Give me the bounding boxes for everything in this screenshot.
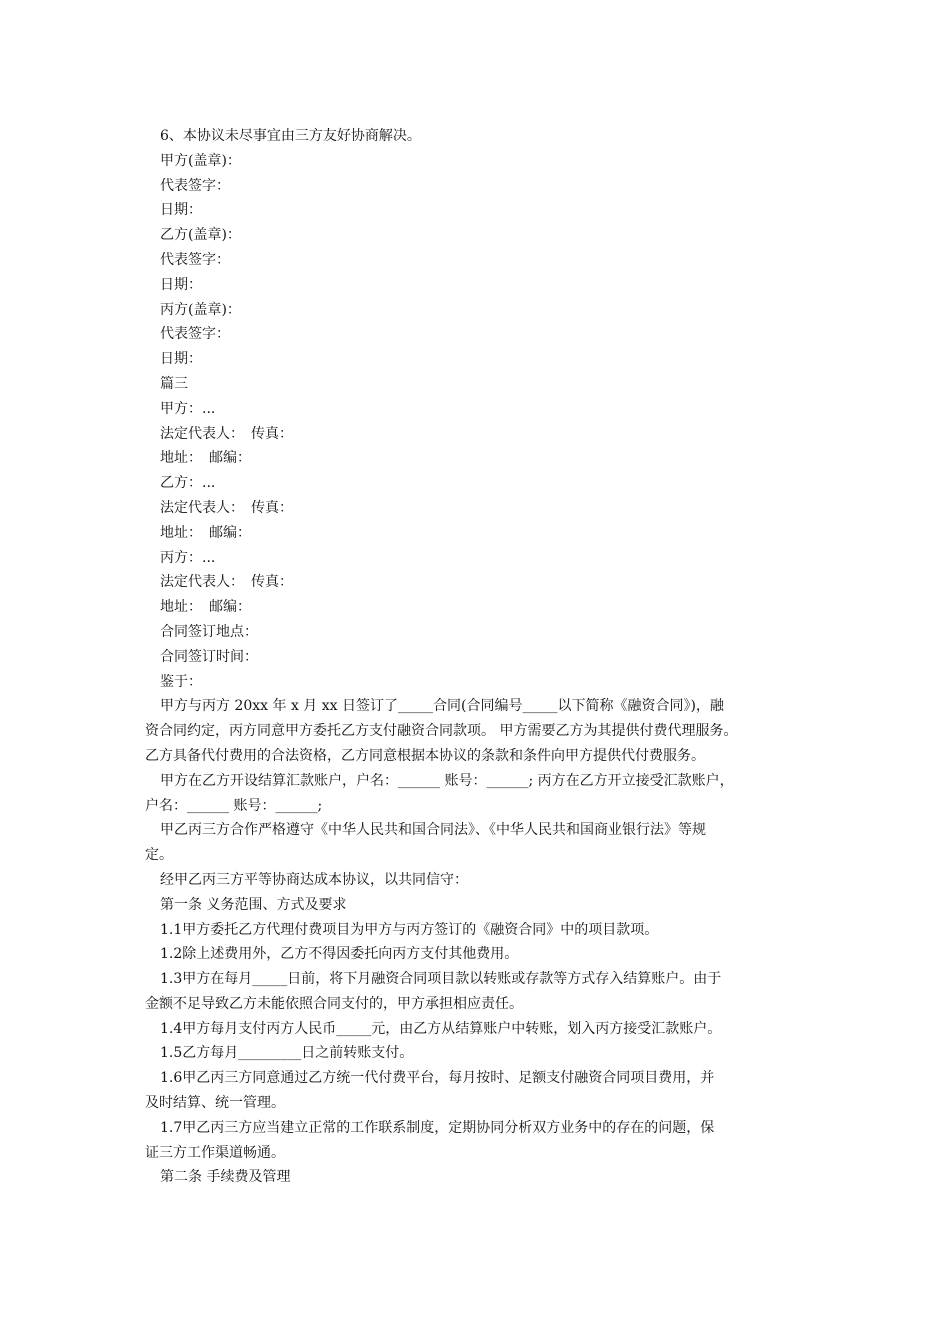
clause-line: 1.3甲方在每月_____日前，将下月融资合同项目款以转账或存款等方式存入结算账户。由于 — [160, 971, 722, 988]
party-a-representative: 法定代表人： 传真： — [160, 425, 293, 442]
article-heading: 第二条 手续费及管理 — [160, 1169, 291, 1186]
whereas-heading: 鉴于： — [160, 673, 202, 690]
paragraph-line: 甲方与丙方 20xx 年 x 月 xx 日签订了_____合同(合同编号_____以下简称《融资合同》)，融 — [160, 698, 724, 715]
party-c-address: 地址： 邮编： — [160, 599, 251, 616]
paragraph-line: 乙方具备代付费用的合法资格，乙方同意根据本协议的条款和条件向甲方提供代付费服务。 — [145, 747, 705, 764]
clause-line: 及时结算、统一管理。 — [145, 1095, 285, 1112]
party-a-date: 日期： — [160, 202, 202, 219]
paragraph-line: 甲方在乙方开设结算汇款账户，户名：______ 账号：______; 丙方在乙方开立接受汇款账户， — [160, 772, 734, 789]
clause-line: 1.2除上述费用外，乙方不得因委托向丙方支付其他费用。 — [160, 946, 519, 963]
paragraph-line: 甲乙丙三方合作严格遵守《中华人民共和国合同法》、《中华人民共和国商业银行法》等规 — [160, 822, 706, 839]
signing-place: 合同签订地点： — [160, 623, 258, 640]
clause-line: 金额不足导致乙方未能依照合同支付的，甲方承担相应责任。 — [145, 995, 523, 1012]
document-body — [145, 124, 825, 1190]
party-a-signature: 代表签字： — [160, 177, 230, 194]
party-a-seal: 甲方(盖章)： — [160, 152, 241, 169]
party-b-date: 日期： — [160, 276, 202, 293]
party-b-name: 乙方：... — [160, 475, 216, 492]
party-b-address: 地址： 邮编： — [160, 524, 251, 541]
clause-line: 1.5乙方每月_________日之前转账支付。 — [160, 1045, 414, 1062]
party-b-seal: 乙方(盖章)： — [160, 227, 241, 244]
party-b-representative: 法定代表人： 传真： — [160, 499, 293, 516]
clause-6: 6、本协议未尽事宜由三方友好协商解决。 — [160, 128, 421, 144]
section-heading: 篇三 — [160, 375, 188, 392]
party-c-seal: 丙方(盖章)： — [160, 301, 241, 318]
paragraph-line: 经甲乙丙三方平等协商达成本协议，以共同信守： — [160, 871, 468, 888]
clause-line: 1.7甲乙丙三方应当建立正常的工作联系制度，定期协同分析双方业务中的存在的问题，保 — [160, 1119, 715, 1136]
paragraph-line: 资合同约定，丙方同意甲方委托乙方支付融资合同款项。 甲方需要乙方为其提供付费代理服务。 — [145, 723, 738, 740]
clause-line: 1.1甲方委托乙方代理付费项目为甲方与丙方签订的《融资合同》中的项目款项。 — [160, 921, 659, 938]
signing-time: 合同签订时间： — [160, 648, 258, 665]
party-b-signature: 代表签字： — [160, 251, 230, 268]
article-heading: 第一条 义务范围、方式及要求 — [160, 896, 347, 913]
party-c-representative: 法定代表人： 传真： — [160, 574, 293, 591]
clause-line: 1.6甲乙丙三方同意通过乙方统一代付费平台，每月按时、足额支付融资合同项目费用，并 — [160, 1070, 715, 1087]
party-c-date: 日期： — [160, 351, 202, 368]
paragraph-line: 户名：______ 账号：______; — [145, 797, 323, 814]
paragraph-line: 定。 — [145, 847, 173, 864]
clause-line: 1.4甲方每月支付丙方人民币_____元，由乙方从结算账户中转账，划入丙方接受汇款账户。 — [160, 1020, 722, 1037]
party-a-name: 甲方：... — [160, 400, 216, 417]
clause-line: 证三方工作渠道畅通。 — [145, 1144, 285, 1161]
party-c-name: 丙方：... — [160, 549, 216, 566]
party-a-address: 地址： 邮编： — [160, 450, 251, 467]
party-c-signature: 代表签字： — [160, 326, 230, 343]
